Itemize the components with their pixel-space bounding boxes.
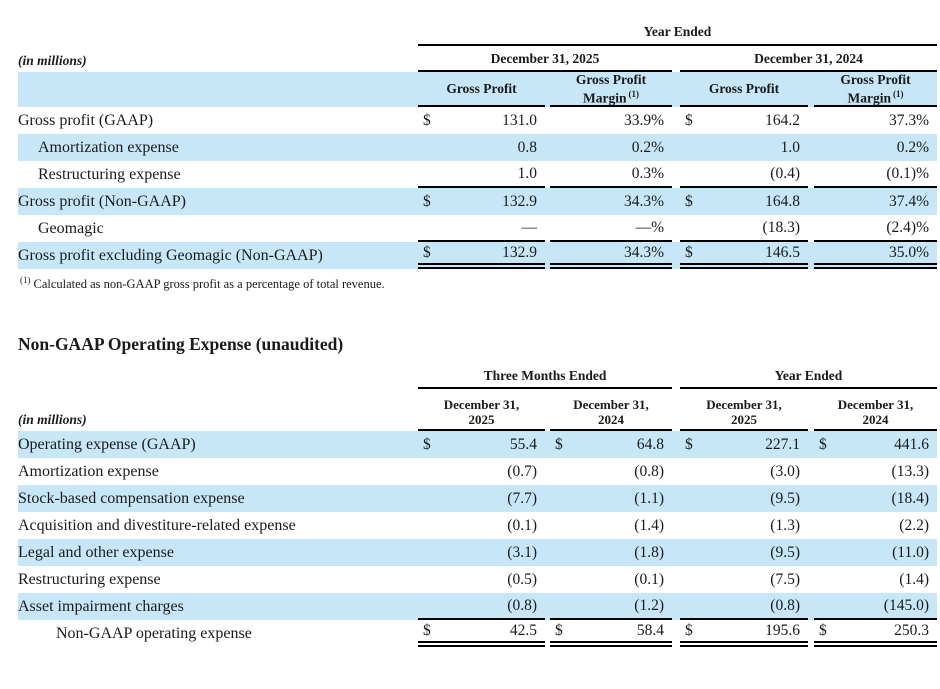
date-header-line2: 2024 [598, 412, 624, 428]
col-header-gross-profit-2024 [680, 72, 808, 107]
row-label-text: Amortization expense [38, 138, 179, 156]
cell-value: 131.0 [502, 111, 537, 129]
column-gap [672, 458, 680, 485]
cell-value: 0.2% [896, 138, 929, 156]
value-cell [680, 431, 808, 458]
value-cell [680, 107, 808, 134]
cell-value: (3.0) [770, 462, 800, 480]
table-row-gross-profit-non-gaap [18, 188, 937, 215]
value-cell [418, 539, 545, 566]
cell-value: 132.9 [502, 243, 537, 261]
cell-value: 55.4 [509, 435, 537, 453]
table-row-amortization-expense [18, 134, 937, 161]
dollar-sign: $ [423, 243, 431, 261]
value-cell [680, 512, 808, 539]
row-label [18, 620, 418, 647]
table1-column-header-row [18, 72, 937, 107]
period-2025-label: December 31, 2025 [490, 51, 600, 66]
row-label-text: Acquisition and divestiture-related expense [18, 516, 296, 534]
column-gap [672, 593, 680, 620]
cell-value: 42.5 [509, 621, 537, 639]
cell-value: (0.8) [634, 462, 664, 480]
col-header-q-2024 [550, 389, 672, 431]
cell-value: (9.5) [770, 543, 800, 561]
row-label [18, 188, 418, 215]
year-ended-group-header [680, 365, 937, 389]
cell-value: 0.2% [631, 138, 664, 156]
cell-value: — [521, 218, 537, 236]
column-gap [672, 389, 680, 431]
row-label-text: Gross profit (GAAP) [18, 111, 154, 129]
table-row-operating-expense-gaap [18, 431, 937, 458]
value-cell [550, 188, 672, 215]
cell-value: (0.1) [507, 516, 537, 534]
column-gap [672, 46, 680, 72]
cell-value: —% [635, 218, 664, 236]
dollar-sign: $ [685, 435, 693, 453]
row-label-text: Non-GAAP operating expense [56, 624, 252, 642]
period-2024-label: December 31, 2024 [754, 51, 863, 66]
value-cell [814, 485, 937, 512]
footnote-marker: (1) [20, 275, 31, 285]
row-label [18, 512, 418, 539]
table-row-legal-other-expense [18, 539, 937, 566]
dollar-sign: $ [685, 192, 693, 210]
column-gap [672, 215, 680, 242]
row-label-text: Geomagic [38, 219, 104, 237]
column-gap [672, 512, 680, 539]
column-gap [672, 365, 680, 389]
column-gap [672, 620, 680, 647]
dollar-sign: $ [685, 243, 693, 261]
dollar-sign: $ [685, 621, 693, 639]
value-cell [550, 215, 672, 242]
date-header-line1: December 31, [837, 397, 914, 413]
table-row-amortization-expense [18, 458, 937, 485]
value-cell [680, 485, 808, 512]
date-header-line2: 2025 [468, 412, 495, 428]
value-cell [550, 512, 672, 539]
in-millions-label: (in millions) [18, 53, 87, 68]
col-header-fy-2024 [814, 389, 937, 431]
dollar-sign: $ [819, 621, 827, 639]
year-ended-label: Year Ended [774, 368, 843, 384]
table-row-restructuring-expense [18, 566, 937, 593]
value-cell [418, 566, 545, 593]
cell-value: 146.5 [765, 243, 800, 261]
cell-value: (145.0) [883, 596, 929, 614]
table1-header-spacer [18, 20, 418, 46]
cell-value: 64.8 [636, 435, 664, 453]
value-cell [814, 242, 937, 269]
cell-value: (1.1) [634, 489, 664, 507]
col-header-gross-profit-margin-2024 [814, 72, 937, 107]
value-cell [680, 188, 808, 215]
value-cell [418, 161, 545, 188]
cell-value: 132.9 [502, 192, 537, 210]
col-header-gross-profit-2025 [418, 72, 545, 107]
in-millions-label: (in millions) [18, 412, 87, 428]
table-row-geomagic [18, 215, 937, 242]
table1-column-header-spacer [18, 72, 418, 107]
column-gap [672, 566, 680, 593]
value-cell [418, 107, 545, 134]
cell-value: 0.8 [517, 138, 537, 156]
table-row-gross-profit-gaap [18, 107, 937, 134]
cell-value: (18.4) [891, 489, 929, 507]
operating-expense-table [0, 365, 940, 647]
year-ended-label: Year Ended [643, 24, 712, 39]
table-row-asset-impairment [18, 593, 937, 620]
table-row-acquisition-divestiture [18, 512, 937, 539]
value-cell [680, 134, 808, 161]
value-cell [814, 512, 937, 539]
row-label [18, 539, 418, 566]
dollar-sign: $ [685, 111, 693, 129]
row-label-text: Restructuring expense [18, 570, 161, 588]
three-months-ended-label: Three Months Ended [483, 368, 607, 384]
column-gap [672, 431, 680, 458]
cell-value: (0.5) [507, 570, 537, 588]
column-gap [672, 134, 680, 161]
cell-value: 0.3% [631, 164, 664, 182]
cell-value: 164.8 [765, 192, 800, 210]
value-cell [418, 134, 545, 161]
margin-header-line1: Gross Profit [575, 71, 647, 87]
date-header-line2: 2024 [862, 412, 889, 428]
row-label-text: Stock-based compensation expense [18, 489, 245, 507]
table2-header-spacer [18, 365, 418, 389]
period-header-2025 [418, 46, 672, 72]
cell-value: (18.3) [762, 218, 800, 236]
cell-value: (1.2) [634, 596, 664, 614]
value-cell [550, 134, 672, 161]
value-cell [814, 620, 937, 647]
row-label [18, 593, 418, 620]
cell-value: (1.4) [634, 516, 664, 534]
gross-profit-header-label: Gross Profit [446, 81, 517, 96]
table2-column-header-row [18, 389, 937, 431]
row-label [18, 431, 418, 458]
table-row-restructuring-expense [18, 161, 937, 188]
cell-value: 58.4 [636, 621, 664, 639]
section-title-operating-expense: Non-GAAP Operating Expense (unaudited) [18, 334, 344, 355]
cell-value: (1.4) [899, 570, 929, 588]
year-ended-group-header [418, 20, 937, 46]
row-label [18, 458, 418, 485]
value-cell [680, 566, 808, 593]
margin-header-line2: Margin [583, 90, 627, 106]
column-gap [672, 72, 680, 107]
table-row-stock-based-compensation [18, 485, 937, 512]
col-header-q-2025 [418, 389, 545, 431]
cell-value: 34.3% [623, 243, 664, 261]
value-cell [418, 458, 545, 485]
value-cell [680, 215, 808, 242]
value-cell [550, 161, 672, 188]
value-cell [814, 431, 937, 458]
date-header-line1: December 31, [573, 397, 649, 413]
cell-value: (7.7) [507, 489, 537, 507]
col-header-fy-2025 [680, 389, 808, 431]
cell-value: (0.8) [507, 596, 537, 614]
row-label [18, 485, 418, 512]
value-cell [814, 539, 937, 566]
value-cell [814, 161, 937, 188]
value-cell [814, 593, 937, 620]
three-months-ended-group-header [418, 365, 672, 389]
cell-value: (1.8) [634, 543, 664, 561]
row-label-text: Restructuring expense [38, 165, 181, 183]
footnote-text: Calculated as non-GAAP gross profit as a percentage of total revenue. [33, 277, 385, 292]
value-cell [418, 215, 545, 242]
cell-value: 33.9% [623, 111, 664, 129]
value-cell [814, 215, 937, 242]
cell-value: 34.3% [623, 192, 664, 210]
table1-header-row-span [18, 20, 937, 46]
dollar-sign: $ [423, 192, 431, 210]
gross-profit-table [0, 20, 940, 269]
column-gap [672, 188, 680, 215]
cell-value: (7.5) [770, 570, 800, 588]
cell-value: 227.1 [765, 435, 800, 453]
value-cell [550, 566, 672, 593]
row-label-text: Legal and other expense [18, 543, 174, 561]
value-cell [814, 134, 937, 161]
row-label [18, 107, 418, 134]
value-cell [418, 593, 545, 620]
dollar-sign: $ [555, 621, 563, 639]
table-row-gross-profit-excluding-geomagic [18, 242, 937, 269]
cell-value: (0.1)% [886, 164, 929, 182]
dollar-sign: $ [423, 111, 431, 129]
cell-value: (3.1) [507, 543, 537, 561]
cell-value: (2.4)% [886, 218, 929, 236]
period-header-2024 [680, 46, 937, 72]
date-header-line1: December 31, [443, 397, 520, 413]
row-label-text: Operating expense (GAAP) [18, 435, 196, 453]
row-label-text: Gross profit (Non-GAAP) [18, 192, 186, 210]
value-cell [550, 593, 672, 620]
margin-header-line2: Margin [847, 90, 891, 106]
cell-value: 37.3% [888, 111, 929, 129]
cell-value: 250.3 [894, 621, 929, 639]
value-cell [418, 431, 545, 458]
value-cell [418, 620, 545, 647]
value-cell [550, 458, 672, 485]
cell-value: 1.0 [780, 138, 800, 156]
margin-header-line1: Gross Profit [840, 71, 911, 87]
value-cell [550, 242, 672, 269]
value-cell [814, 188, 937, 215]
date-header-line1: December 31, [706, 397, 782, 413]
value-cell [680, 620, 808, 647]
cell-value: 164.2 [765, 111, 800, 129]
cell-value: 37.4% [888, 192, 929, 210]
value-cell [814, 107, 937, 134]
cell-value: (11.0) [892, 543, 929, 561]
value-cell [550, 539, 672, 566]
value-cell [814, 458, 937, 485]
value-cell [418, 512, 545, 539]
cell-value: (13.3) [891, 462, 929, 480]
table-row-non-gaap-operating-expense-total [18, 620, 937, 647]
in-millions-cell [18, 46, 418, 72]
cell-value: 441.6 [894, 435, 929, 453]
row-label [18, 161, 418, 188]
value-cell [680, 593, 808, 620]
cell-value: (0.7) [507, 462, 537, 480]
value-cell [814, 566, 937, 593]
cell-value: (0.1) [634, 570, 664, 588]
value-cell [418, 485, 545, 512]
cell-value: 195.6 [765, 621, 800, 639]
dollar-sign: $ [423, 621, 431, 639]
row-label-text: Amortization expense [18, 462, 159, 480]
column-gap [672, 485, 680, 512]
row-label [18, 566, 418, 593]
value-cell [680, 539, 808, 566]
cell-value: 1.0 [517, 164, 537, 182]
cell-value: (1.3) [770, 516, 800, 534]
column-gap [672, 107, 680, 134]
dollar-sign: $ [555, 435, 563, 453]
footnote [18, 275, 940, 292]
value-cell [680, 458, 808, 485]
row-label [18, 134, 418, 161]
value-cell [550, 431, 672, 458]
gross-profit-header-label: Gross Profit [708, 81, 780, 96]
value-cell [418, 242, 545, 269]
cell-value: (0.4) [770, 164, 800, 182]
value-cell [550, 485, 672, 512]
row-label [18, 242, 418, 269]
table1-period-header-row [18, 46, 937, 72]
date-header-line2: 2025 [731, 412, 757, 428]
value-cell [550, 107, 672, 134]
row-label [18, 215, 418, 242]
dollar-sign: $ [423, 435, 431, 453]
dollar-sign: $ [819, 435, 827, 453]
footnote-reference: (1) [628, 88, 639, 99]
value-cell [680, 242, 808, 269]
cell-value: (0.8) [770, 596, 800, 614]
column-gap [672, 539, 680, 566]
value-cell [680, 161, 808, 188]
cell-value: (2.2) [899, 516, 929, 534]
value-cell [550, 620, 672, 647]
in-millions-cell [18, 389, 418, 431]
value-cell [418, 188, 545, 215]
row-label-text: Gross profit excluding Geomagic (Non-GAAP) [18, 246, 323, 264]
cell-value: 35.0% [888, 243, 929, 261]
cell-value: (9.5) [770, 489, 800, 507]
col-header-gross-profit-margin-2025 [550, 72, 672, 107]
column-gap [672, 161, 680, 188]
footnote-reference: (1) [893, 88, 904, 99]
column-gap [672, 242, 680, 269]
table2-group-header-row [18, 365, 937, 389]
row-label-text: Asset impairment charges [18, 597, 184, 615]
